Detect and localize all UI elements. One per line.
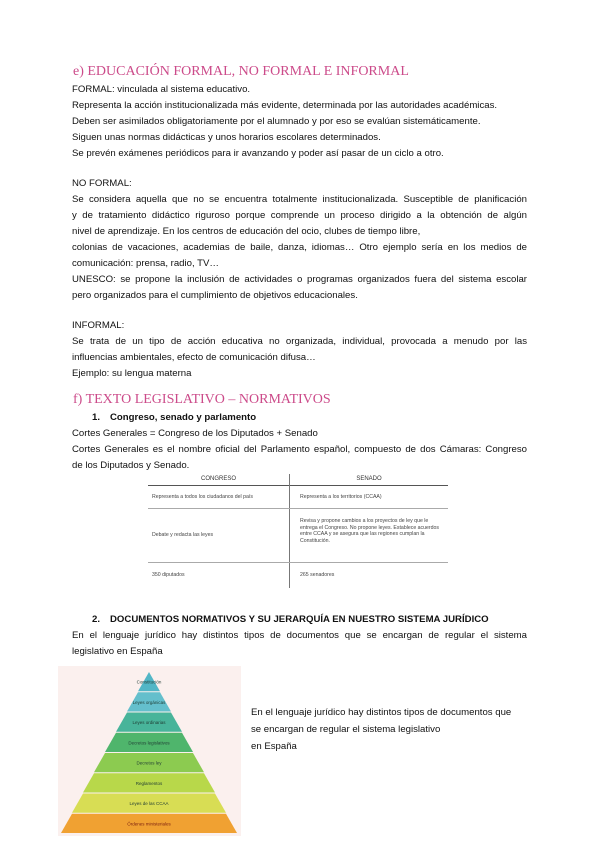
formal-line-1: FORMAL: vinculada al sistema educativo.: [72, 84, 251, 95]
pyramid-level-label: Decretos ley: [136, 760, 162, 766]
pyramid-level-label: Leyes de las CCAA: [129, 801, 169, 807]
informal-line-2: influencias ambientales, efecto de comunicación difusa…: [72, 352, 316, 363]
table-header-congreso: CONGRESO: [148, 474, 289, 486]
table-row-divider: [148, 562, 448, 563]
parliament-table: [148, 474, 448, 588]
side-text-3: en España: [251, 741, 297, 752]
pyramid-level-label: Decretos legislativos: [128, 740, 170, 746]
no-formal-line-5: comunicación: prensa, radio, TV…: [72, 258, 219, 269]
no-formal-line-4: colonias de vacaciones, academias de baile, danza, idiomas… Otro ejemplo sería en los medios de: [72, 242, 527, 253]
formal-line-3: Deben ser asimilados obligatoriamente por el alumnado y por eso se evalúan sistemáticamente.: [72, 116, 481, 127]
pyramid-level-label: Leyes orgánicas: [132, 699, 166, 705]
no-formal-label: NO FORMAL:: [72, 178, 132, 189]
item2-line-1: En el lenguaje jurídico hay distintos tipos de documentos que se encargan de regular el sistema: [72, 630, 527, 641]
table-cell: 350 diputados: [152, 572, 185, 578]
pyramid-graphic: [58, 666, 241, 836]
table-header-senado: SENADO: [290, 474, 448, 486]
item2-title: DOCUMENTOS NORMATIVOS Y SU JERARQUÍA EN NUESTRO SISTEMA JURÍDICO: [110, 614, 489, 625]
table-cell: 265 senadores: [300, 572, 335, 578]
item2-heading: [92, 614, 489, 626]
no-formal-line-2: y de tratamiento didáctico riguroso porque comprende un proceso dirigido a la obtención de algún: [72, 210, 527, 221]
item2-number: 2.: [92, 614, 101, 625]
section-f-title: f) TEXTO LEGISLATIVO – NORMATIVOS: [73, 392, 331, 407]
pyramid-level-label: Leyes ordinarias: [132, 720, 166, 726]
item1-line-1: Cortes Generales = Congreso de los Diputados + Senado: [72, 428, 318, 439]
informal-line-3: Ejemplo: su lengua materna: [72, 368, 192, 379]
side-text-2: se encargan de regular el sistema legislativo: [251, 724, 441, 735]
hierarchy-pyramid: [58, 666, 241, 836]
no-formal-line-3: nivel de aprendizaje. En los centros de educación del ocio, clubes de tiempo libre,: [72, 226, 421, 237]
informal-line-1: Se trata de un tipo de acción educativa no organizada, individual, provocada a menudo por las: [72, 336, 527, 347]
item1-line-3: de los Diputados y Senado.: [72, 460, 190, 471]
no-formal-line-1: Se considera aquella que no se encuentra totalmente institucionalizada. Susceptible de planificación: [72, 194, 527, 205]
informal-label: INFORMAL:: [72, 320, 125, 331]
formal-line-4: Siguen unas normas didácticas y unos horarios escolares determinados.: [72, 132, 381, 143]
pyramid-level-label: Constitución: [136, 679, 162, 685]
item2-line-2: legislativo en España: [72, 646, 163, 657]
item1-line-2: Cortes Generales es el nombre oficial del Parlamento español, compuesto de dos Cámaras: Congreso: [72, 444, 527, 455]
pyramid-level-label: Reglamentos: [135, 780, 163, 786]
table-cell: Debate y redacta las leyes: [152, 532, 214, 538]
item1-number: 1.: [92, 412, 101, 423]
formal-line-5: Se prevén exámenes periódicos para ir avanzando y poder así pasar de un ciclo a otro.: [72, 148, 444, 159]
table-cell: Representa a todos los ciudadanos del país: [152, 494, 253, 500]
item1-heading: [92, 412, 256, 424]
table-row-divider: [148, 508, 448, 509]
item1-title: Congreso, senado y parlamento: [110, 412, 257, 423]
side-text-1: En el lenguaje jurídico hay distintos tipos de documentos que: [251, 707, 512, 718]
table-cell: Representa a los territorios (CCAA): [300, 494, 382, 500]
no-formal-line-7: pero organizados para el cumplimiento de objetivos educacionales.: [72, 290, 358, 301]
no-formal-line-6: UNESCO: se propone la inclusión de actividades o programas organizados fuera del sistema escolar: [72, 274, 527, 285]
section-e-title: e) EDUCACIÓN FORMAL, NO FORMAL E INFORMAL: [73, 64, 409, 79]
table-cell: Revisa y propone cambios a los proyectos de ley que le entrega el Congreso. No propone leyes. Establece acuerdos entre CCAA y se asegura que las regiones cumplan la Constitución.: [300, 518, 439, 544]
table-divider: [289, 474, 290, 588]
formal-line-2: Representa la acción institucionalizada más evidente, determinada por las autoridades académicas.: [72, 100, 498, 111]
pyramid-level-label: Órdenes ministeriales: [127, 821, 171, 827]
